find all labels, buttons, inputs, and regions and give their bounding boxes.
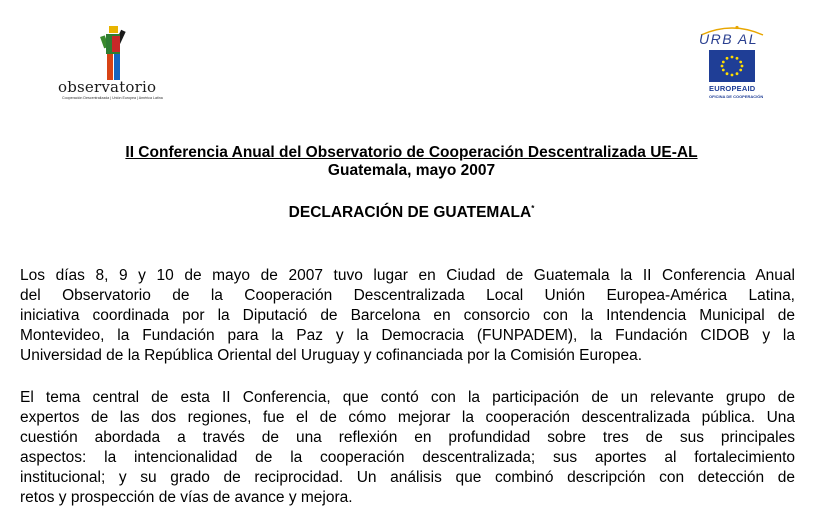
document-heading	[0, 144, 823, 180]
paragraph-line: El tema central de esta II Conferencia, que contó con la participación de un relevante grupo de	[20, 389, 795, 406]
paragraph-line: institucional; y su grado de reciprocidad. Un análisis que combinó descripción con detección de	[20, 469, 795, 486]
urbal-europeaid-logo	[693, 24, 773, 104]
paragraph-central-theme	[20, 388, 795, 508]
paragraph-line: expertos de las dos regiones, fue el de cómo mejorar la cooperación descentralizada pública. Una	[20, 409, 795, 426]
declaration-footnote-mark: *	[531, 203, 535, 213]
paragraph-line: Montevideo, la Fundación para la Paz y la Democracia (FUNPADEM), la Fundación CIDOB y la	[20, 327, 795, 344]
paragraph-line: cuestión abordada a través de una reflexión en profundidad sobre tres de sus principales	[20, 429, 795, 446]
observatorio-logo	[58, 24, 166, 104]
paragraph-line: aspectos: la intencionalidad de la cooperación descentralizada; sus aportes al fortalecimiento	[20, 449, 795, 466]
conference-title: II Conferencia Anual del Observatorio de Cooperación Descentralizada UE-AL	[125, 144, 698, 161]
europeaid-office-label: OFICINA DE COOPERACIÓN	[709, 94, 764, 99]
urbal-wordmark: URB AL	[699, 31, 759, 47]
conference-subtitle: Guatemala, mayo 2007	[327, 162, 496, 179]
paragraph-line: Universidad de la República Oriental del Uruguay y cofinanciada por la Comisión Europea.	[20, 347, 643, 364]
observatorio-wordmark: observatorio	[58, 78, 157, 96]
observatorio-figure-icon	[96, 26, 130, 82]
paragraph-line: Los días 8, 9 y 10 de mayo de 2007 tuvo lugar en Ciudad de Guatemala la II Conferencia Anual	[20, 267, 795, 284]
paragraph-line: retos y prospección de vías de avance y mejora.	[20, 489, 353, 506]
observatorio-tagline: Cooperación Descentralizada | Unión Europea | América Latina	[62, 96, 163, 100]
europeaid-wordmark: EUROPEAID	[709, 84, 756, 93]
paragraph-line: del Observatorio de la Cooperación Descentralizada Local Unión Europea-América Latina,	[20, 287, 795, 304]
declaration-title-row	[0, 204, 823, 222]
paragraph-intro	[20, 266, 795, 366]
declaration-title: DECLARACIÓN DE GUATEMALA	[288, 204, 532, 221]
paragraph-line: iniciativa coordinada por la Diputació de Barcelona en consorcio con la Intendencia Municipal de	[20, 307, 795, 324]
eu-flag-icon	[709, 50, 755, 82]
